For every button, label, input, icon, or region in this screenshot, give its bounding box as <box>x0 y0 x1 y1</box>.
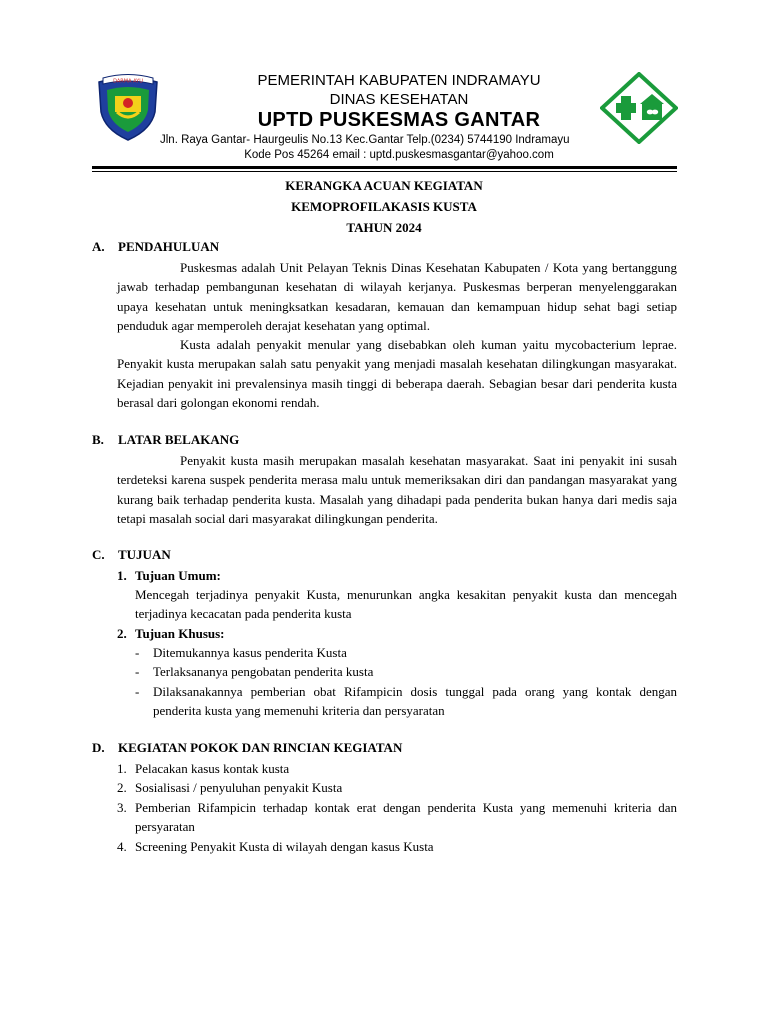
subheading-label: Tujuan Umum: <box>135 568 221 583</box>
list-number: 4. <box>117 839 127 854</box>
list-item-text: Screening Penyakit Kusta di wilayah dengan kasus Kusta <box>135 839 434 854</box>
list-item <box>117 798 677 835</box>
document-year: TAHUN 2024 <box>346 220 422 235</box>
list-item-text: Pelacakan kasus kontak kusta <box>135 761 290 776</box>
list-item-text: Dilaksanakannya pemberian obat Rifampicin dosis tunggal pada orang yang kontak dengan penderita kusta yang memenuhi kriteria dan persyaratan <box>153 684 677 719</box>
list-number: 2. <box>117 780 127 795</box>
list-number: 2. <box>117 626 127 641</box>
paragraph-text: Puskesmas adalah Unit Pelayan Teknis Dinas Kesehatan Kabupaten / Kota yang bertanggung jawab terhadap pembangunan kesehatan di wilayah kerjanya. Puskesmas berperan menyelenggarakan upaya kesehatan untuk meningksatkan kesadaran, kemauan dan kemampuan hidup sehat bagi setiap penduduk agar memperoleh derajat kesehatan yang optimal. <box>117 260 677 333</box>
dash-bullet: - <box>135 664 140 679</box>
letterhead-divider-thin <box>92 171 677 172</box>
list-item-text: Terlaksananya pengobatan penderita kusta <box>153 664 374 679</box>
list-item-text: Pemberian Rifampicin terhadap kontak erat dengan penderita Kusta yang memenuhi kriteria dan persyaratan <box>135 800 677 835</box>
letterhead-divider-thick <box>92 166 677 169</box>
section-a-paragraph-1 <box>117 258 677 335</box>
list-number: 3. <box>117 800 127 815</box>
emblem-motto: DARMA AYU <box>113 78 143 85</box>
section-b-paragraph-1 <box>117 451 677 528</box>
letterhead-government: PEMERINTAH KABUPATEN INDRAMAYU <box>257 72 541 89</box>
tujuan-umum-heading <box>117 566 677 585</box>
section-title: TUJUAN <box>118 547 171 562</box>
section-c-heading <box>92 547 171 563</box>
list-item-text: Sosialisasi / penyuluhan penyakit Kusta <box>135 780 343 795</box>
list-number: 1. <box>117 568 127 583</box>
tujuan-umum-text: Mencegah terjadinya penyakit Kusta, menurunkan angka kesakitan penyakit kusta dan mencegah terjadinya kecacatan pada penderita kusta <box>135 587 677 622</box>
section-letter: B. <box>92 432 104 447</box>
section-a-paragraph-2 <box>117 335 677 412</box>
paragraph-text: Kusta adalah penyakit menular yang disebabkan oleh kuman yaitu mycobacterium leprae. Penyakit kusta merupakan salah satu penyakit yang menjadi masalah kesehatan dilingkungan masyarakat. Kejadian penyakit ini prevalensinya masih tinggi di beberapa daerah. Sebagian besar dari penderita kusta berasal dari golongan ekonomi rendah. <box>117 337 677 410</box>
list-item <box>135 682 677 719</box>
dash-bullet: - <box>135 645 140 660</box>
list-item <box>117 778 677 797</box>
section-letter: C. <box>92 547 105 562</box>
list-item <box>135 643 677 662</box>
list-item <box>117 759 677 778</box>
letterhead-address: Jln. Raya Gantar- Haurgeulis No.13 Kec.Gantar Telp.(0234) 5744190 Indramayu <box>160 134 570 146</box>
dash-bullet: - <box>135 684 140 699</box>
list-item-text: Ditemukannya kasus penderita Kusta <box>153 645 347 660</box>
subheading-label: Tujuan Khusus: <box>135 626 225 641</box>
section-title: PENDAHULUAN <box>118 239 220 254</box>
letterhead-department: DINAS KESEHATAN <box>329 91 469 108</box>
list-item <box>117 837 677 856</box>
tujuan-khusus-heading <box>117 624 677 643</box>
section-a-heading <box>92 239 219 255</box>
section-d-heading <box>92 740 402 756</box>
section-letter: A. <box>92 239 105 254</box>
list-number: 1. <box>117 761 127 776</box>
letterhead-postal-email: Kode Pos 45264 email : uptd.puskesmasgantar@yahoo.com <box>244 149 554 161</box>
section-b-heading <box>92 432 239 448</box>
document-title: KERANGKA ACUAN KEGIATAN <box>285 178 483 193</box>
section-title: KEGIATAN POKOK DAN RINCIAN KEGIATAN <box>118 740 403 755</box>
section-letter: D. <box>92 740 105 755</box>
section-title: LATAR BELAKANG <box>118 432 240 447</box>
list-item <box>135 662 677 681</box>
paragraph-text: Penyakit kusta masih merupakan masalah kesehatan masyarakat. Saat ini penyakit ini susah terdeteksi karena suspek penderita merasa malu untuk memeriksakan diri dan pandangan masyarakat yang kurang baik terhadap penderita kusta. Masalah yang dihadapi pada penderita bukan hanya dari medis saja tetapi masalah social dari masyarakat dilingkungan penderita. <box>117 453 677 526</box>
letterhead-institution: UPTD PUSKESMAS GANTAR <box>257 109 541 131</box>
document-subtitle: KEMOPROFILAKASIS KUSTA <box>291 199 477 214</box>
